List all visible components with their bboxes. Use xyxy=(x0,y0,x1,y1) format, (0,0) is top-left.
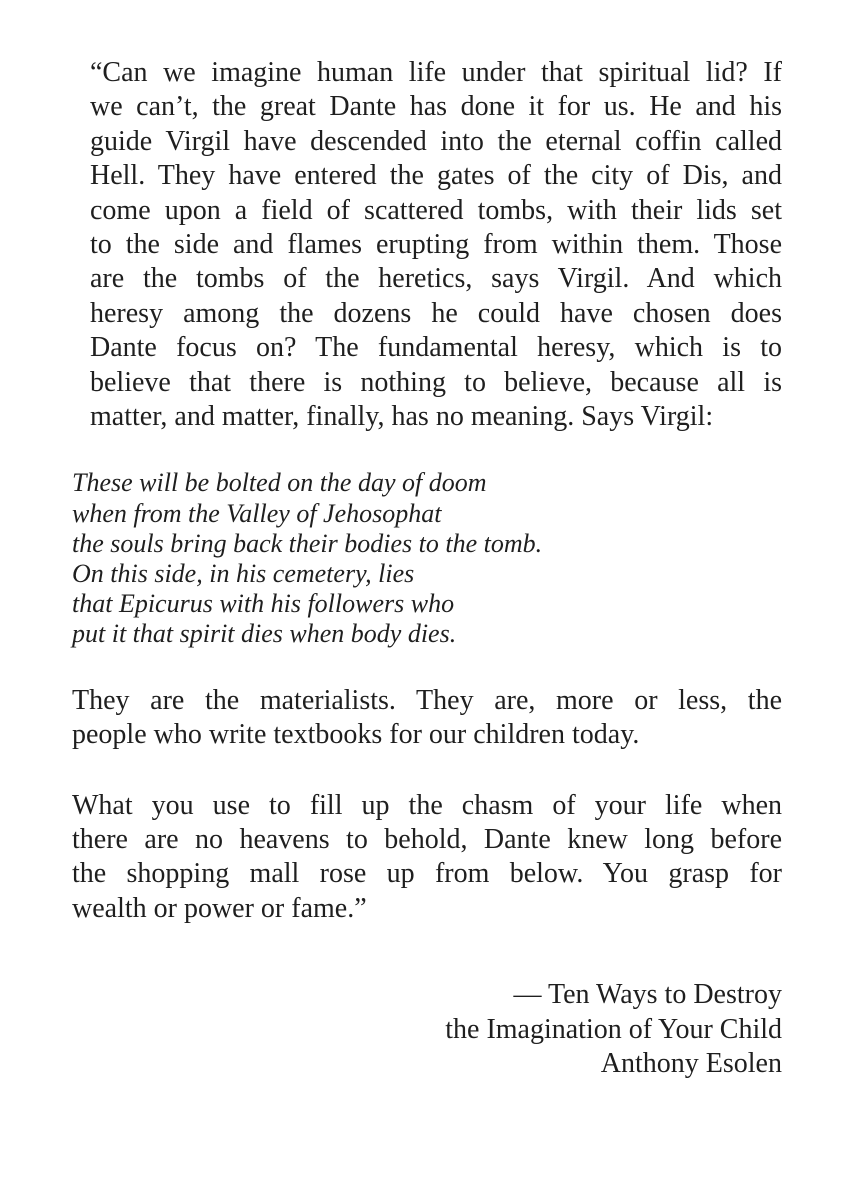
text-line: heresy among the dozens he could have chosen does xyxy=(90,297,782,329)
book-title-line-1: — Ten Ways to Destroy xyxy=(513,979,782,1011)
text-line: “Can we imagine human life under that spiritual lid? If xyxy=(90,57,782,88)
verse-line: On this side, in his cemetery, lies xyxy=(72,559,415,589)
materialists-paragraph xyxy=(72,684,782,753)
text-line: matter, and matter, finally, has no meaning. Says Virgil: xyxy=(90,401,714,433)
verse-line: when from the Valley of Jehosophat xyxy=(72,498,442,528)
text-line: wealth or power or fame.” xyxy=(72,892,367,924)
verse-line: These will be bolted on the day of doom xyxy=(72,468,487,498)
text-line: people who write textbooks for our children today. xyxy=(72,719,640,751)
text-line: the shopping mall rose up from below. You grasp for xyxy=(72,858,782,890)
verse-line: that Epicurus with his followers who xyxy=(72,589,455,619)
text-line: come upon a field of scattered tombs, with their lids set xyxy=(90,194,782,226)
attribution xyxy=(72,978,782,1081)
text-line: What you use to fill up the chasm of your life when xyxy=(72,789,782,821)
verse-line: the souls bring back their bodies to the tomb. xyxy=(72,528,543,558)
text-line: are the tombs of the heretics, says Virgil. And which xyxy=(90,263,782,295)
text-line: there are no heavens to behold, Dante knew long before xyxy=(72,823,782,855)
dante-verse xyxy=(72,468,782,649)
author-name: Anthony Esolen xyxy=(600,1047,782,1079)
quote-paragraph-intro xyxy=(72,56,782,434)
quote-page xyxy=(72,56,782,1081)
text-line: believe that there is nothing to believe, because all is xyxy=(90,366,782,398)
book-title-line-2: the Imagination of Your Child xyxy=(445,1013,782,1045)
text-line: Hell. They have entered the gates of the city of Dis, and xyxy=(90,160,782,192)
text-line: to the side and flames erupting from within them. Those xyxy=(90,229,782,261)
chasm-paragraph xyxy=(72,789,782,927)
text-line: we can’t, the great Dante has done it for us. He and his xyxy=(90,91,782,123)
text-line: They are the materialists. They are, more or less, the xyxy=(72,684,782,716)
verse-line: put it that spirit dies when body dies. xyxy=(72,619,457,649)
text-line: guide Virgil have descended into the eternal coffin called xyxy=(90,125,782,157)
text-line: Dante focus on? The fundamental heresy, which is to xyxy=(90,332,782,364)
